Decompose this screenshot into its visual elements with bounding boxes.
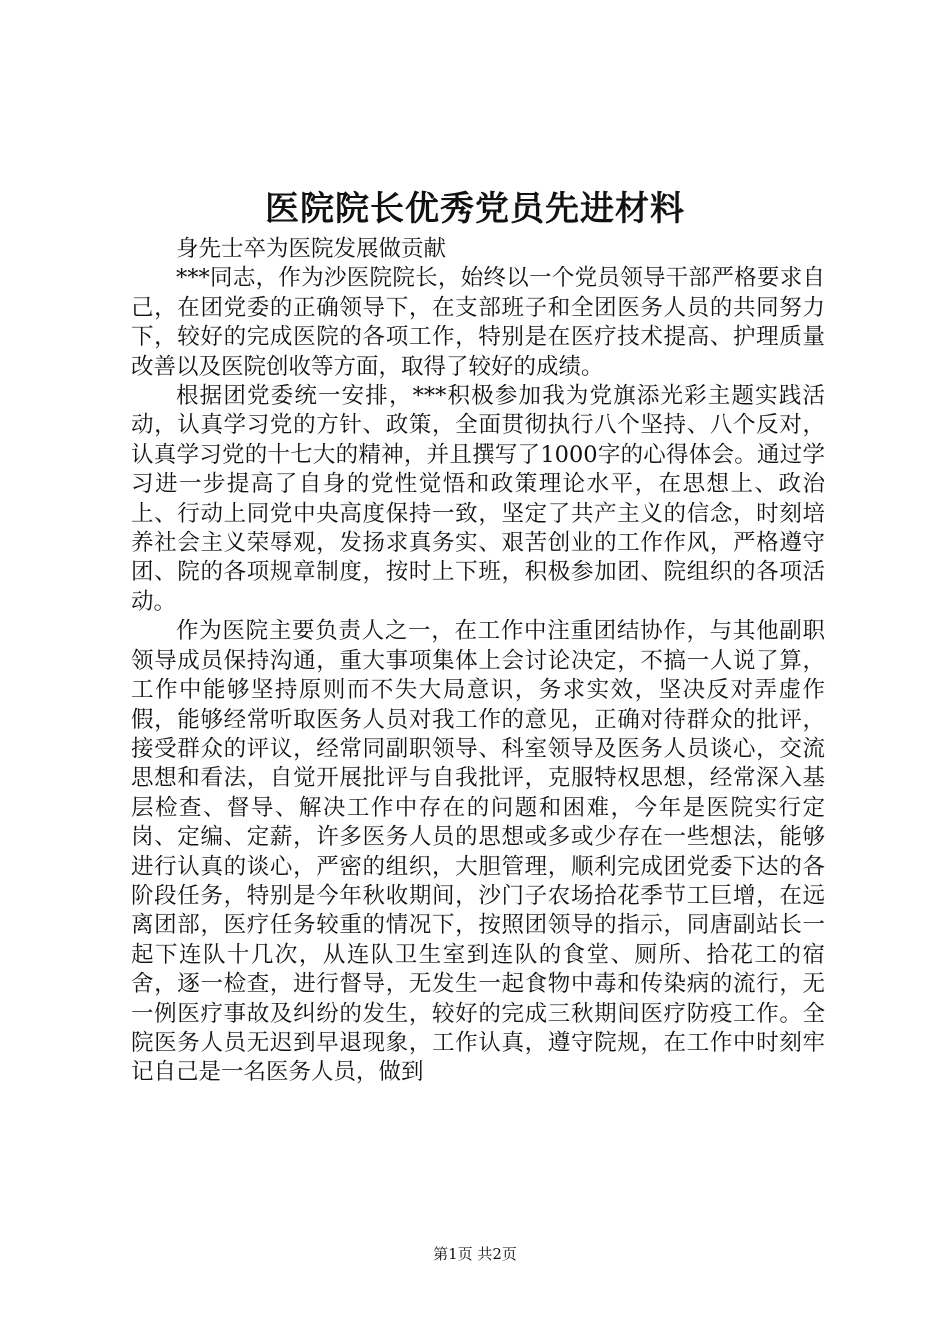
- document-body: [131, 235, 825, 1088]
- document-title: 医院院长优秀党员先进材料: [265, 189, 685, 229]
- paragraph-2: 根据团党委统一安排，***积极参加我为党旗添光彩主题实践活动，认真学习党的方针、政策，全面贯彻执行八个坚持、八个反对，认真学习党的十七大的精神，并且撰写了1000字的心得体会。通过学习进一步提高了自身的党性觉悟和政策理论水平，在思想上、政治上、行动上同党中央高度保持一致，坚定了共产主义的信念，时刻培养社会主义荣辱观，发扬求真务实、艰苦创业的工作作风，严格遵守团、院的各项规章制度，按时上下班，积极参加团、院组织的各项活动。: [131, 383, 825, 615]
- paragraph-1: ***同志，作为沙医院院长，始终以一个党员领导干部严格要求自己，在团党委的正确领导下，在支部班子和全团医务人员的共同努力下，较好的完成医院的各项工作，特别是在医疗技术提高、护理质量改善以及医院创收等方面，取得了较好的成绩。: [131, 265, 825, 380]
- document-subtitle: 身先士卒为医院发展做贡献: [176, 236, 447, 262]
- page-footer: 第1页 共2页: [433, 1245, 517, 1263]
- paragraph-3: 作为医院主要负责人之一，在工作中注重团结协作，与其他副职领导成员保持沟通，重大事项集体上会讨论决定，不搞一人说了算，工作中能够坚持原则而不失大局意识，务求实效，坚决反对弄虚作假，能够经常听取医务人员对我工作的意见，正确对待群众的批评，接受群众的评议，经常同副职领导、科室领导及医务人员谈心，交流思想和看法，自觉开展批评与自我批评，克服特权思想，经常深入基层检查、督导、解决工作中存在的问题和困难，今年是医院实行定岗、定编、定薪，许多医务人员的思想或多或少存在一些想法，能够进行认真的谈心，严密的组织，大胆管理，顺利完成团党委下达的各阶段任务，特别是今年秋收期间，沙门子农场拾花季节工巨增，在远离团部，医疗任务较重的情况下，按照团领导的指示，同唐副站长一起下连队十几次，从连队卫生室到连队的食堂、厕所、拾花工的宿舍，逐一检查，进行督导，无发生一起食物中毒和传染病的流行，无一例医疗事故及纠纷的发生，较好的完成三秋期间医疗防疫工作。全院医务人员无迟到早退现象，工作认真，遵守院规，在工作中时刻牢记自己是一名医务人员，做到: [131, 618, 825, 1086]
